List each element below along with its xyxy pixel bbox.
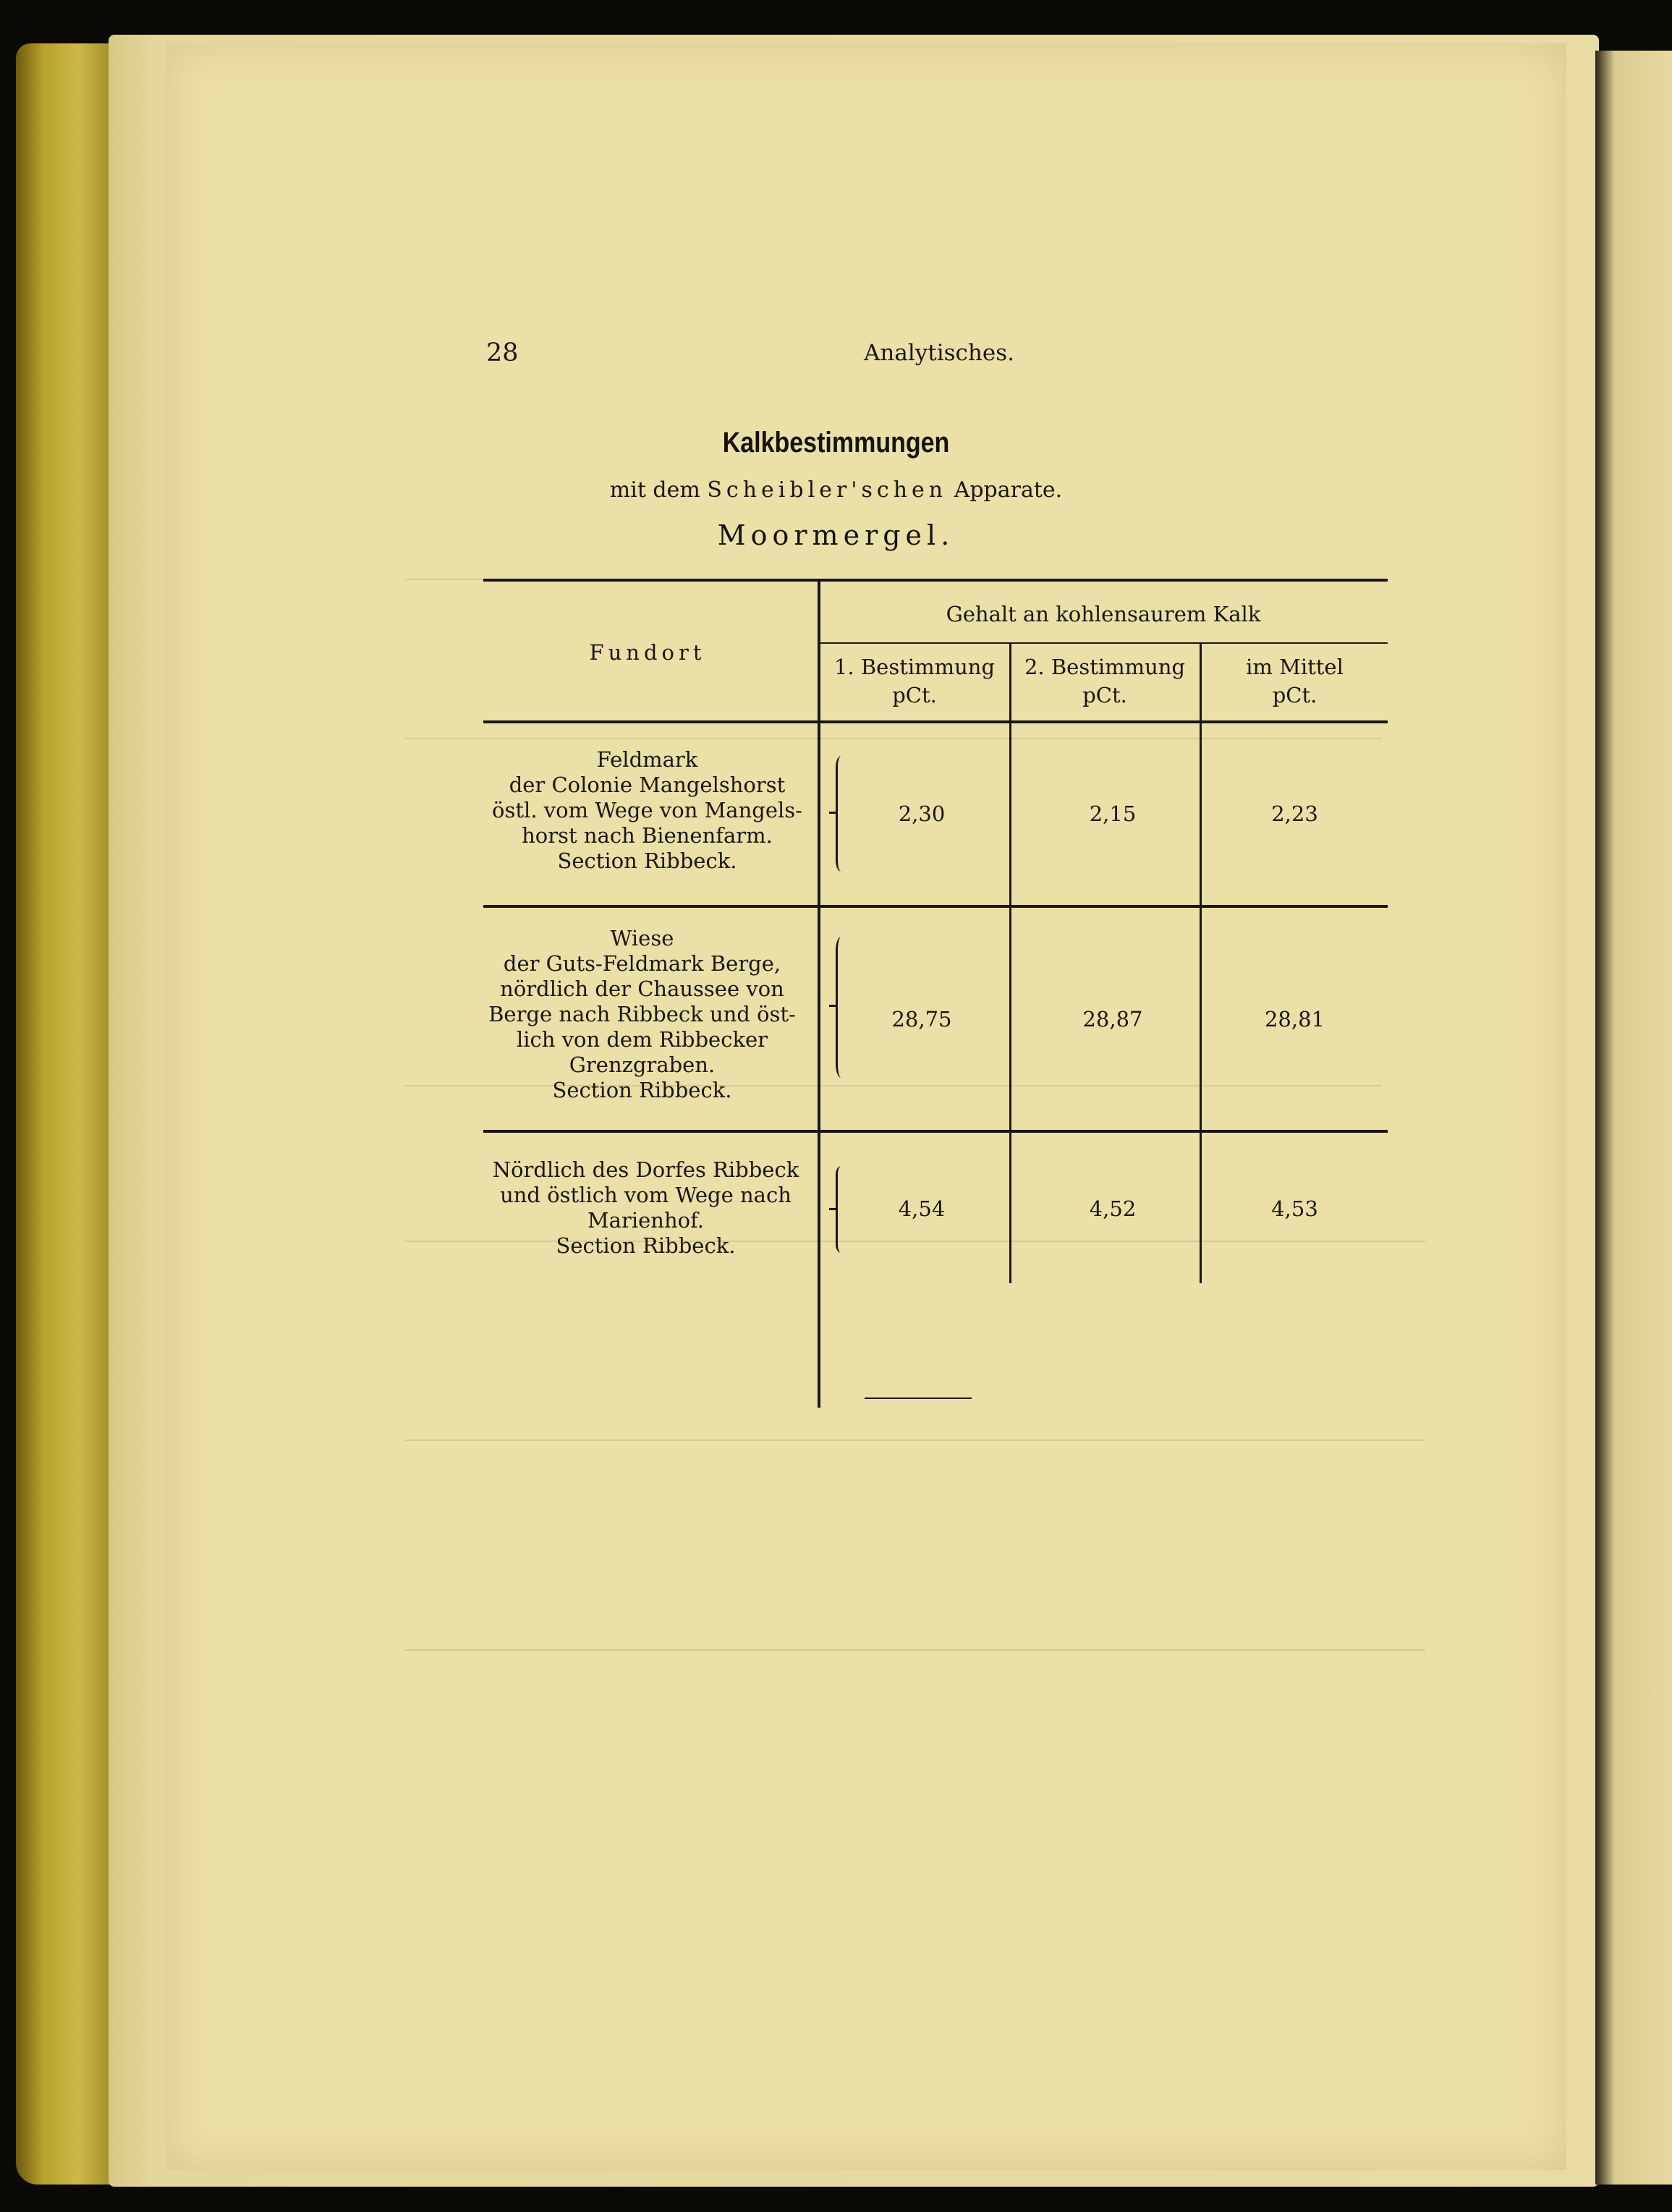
page-number: 28 <box>486 339 519 367</box>
table-row-3-fundort <box>485 1157 807 1259</box>
header-bestimmung-1-unit: pCt. <box>892 683 937 707</box>
row-separator-2 <box>483 1130 1388 1133</box>
closing-rule <box>865 1398 972 1399</box>
table-row-1-value-mittel: 2,23 <box>1271 801 1318 826</box>
header-mittel: im Mittel <box>1246 655 1344 679</box>
table-subtitle <box>0 477 1672 503</box>
table-row-2-value-mittel: 28,81 <box>1264 1007 1325 1031</box>
fundort-line: östl. vom Wege von Mangels- <box>492 798 802 822</box>
section-heading: Moormergel. <box>717 519 955 551</box>
table-title: Kalkbestimmungen <box>722 427 950 459</box>
fundort-line: und östlich vom Wege nach <box>500 1183 792 1207</box>
column-divider-2 <box>1200 643 1202 1283</box>
fundort-line: lich von dem Ribbecker <box>516 1027 768 1052</box>
table-row-1-value-2: 2,15 <box>1089 801 1137 826</box>
bleed-through-line <box>405 738 1382 739</box>
running-title: Analytisches. <box>864 340 1014 366</box>
bleed-through-line <box>405 1439 1425 1441</box>
column-divider-fundort <box>818 580 820 1408</box>
subtitle-suffix: Apparate. <box>954 477 1063 503</box>
fundort-line: der Guts-Feldmark Berge, <box>503 951 781 976</box>
table-row-2-fundort <box>481 926 803 1103</box>
fundort-line: Nördlich des Dorfes Ribbeck <box>492 1157 799 1182</box>
fundort-line: Section Ribbeck. <box>552 1078 732 1102</box>
group-header-rule <box>818 642 1388 644</box>
fundort-line: Berge nach Ribbeck und öst- <box>488 1002 796 1026</box>
table-row-3-value-2: 4,52 <box>1089 1196 1137 1221</box>
table-row-2-value-2: 28,87 <box>1082 1007 1143 1031</box>
header-bestimmung-1: 1. Bestimmung <box>833 655 996 679</box>
header-mittel-unit: pCt. <box>1272 683 1317 707</box>
fundort-line: Feldmark <box>596 747 698 772</box>
table-row-3-value-mittel: 4,53 <box>1271 1196 1318 1221</box>
fundort-line: der Colonie Mangelshorst <box>509 773 786 797</box>
facing-page-edge <box>1595 51 1672 2185</box>
table-row-1-value-1: 2,30 <box>898 801 946 826</box>
header-bottom-rule <box>483 720 1388 723</box>
table-top-rule <box>483 579 1388 582</box>
fundort-line: horst nach Bienenfarm. <box>522 823 773 848</box>
header-bestimmung-2: 2. Bestimmung <box>1024 655 1186 679</box>
fundort-line: Grenzgraben. <box>569 1052 716 1077</box>
subtitle-prefix: mit dem <box>609 477 700 503</box>
fundort-line: Section Ribbeck. <box>556 1233 736 1258</box>
table-row-2-value-1: 28,75 <box>891 1007 952 1031</box>
fundort-line: nördlich der Chaussee von <box>500 977 784 1001</box>
header-fundort: Fundort <box>589 640 706 665</box>
bleed-through-line <box>405 1649 1425 1651</box>
fundort-line: Wiese <box>610 926 674 950</box>
table-row-3-value-1: 4,54 <box>898 1196 946 1221</box>
column-divider-1 <box>1009 643 1011 1283</box>
fundort-line: Marienhof. <box>587 1208 704 1233</box>
row-separator-1 <box>483 905 1388 908</box>
header-bestimmung-2-unit: pCt. <box>1082 683 1127 707</box>
fundort-line: Section Ribbeck. <box>557 848 737 873</box>
subtitle-name: Scheibler'schen <box>707 477 948 503</box>
header-group: Gehalt an kohlensaurem Kalk <box>946 602 1261 626</box>
table-row-1-fundort <box>486 747 808 874</box>
